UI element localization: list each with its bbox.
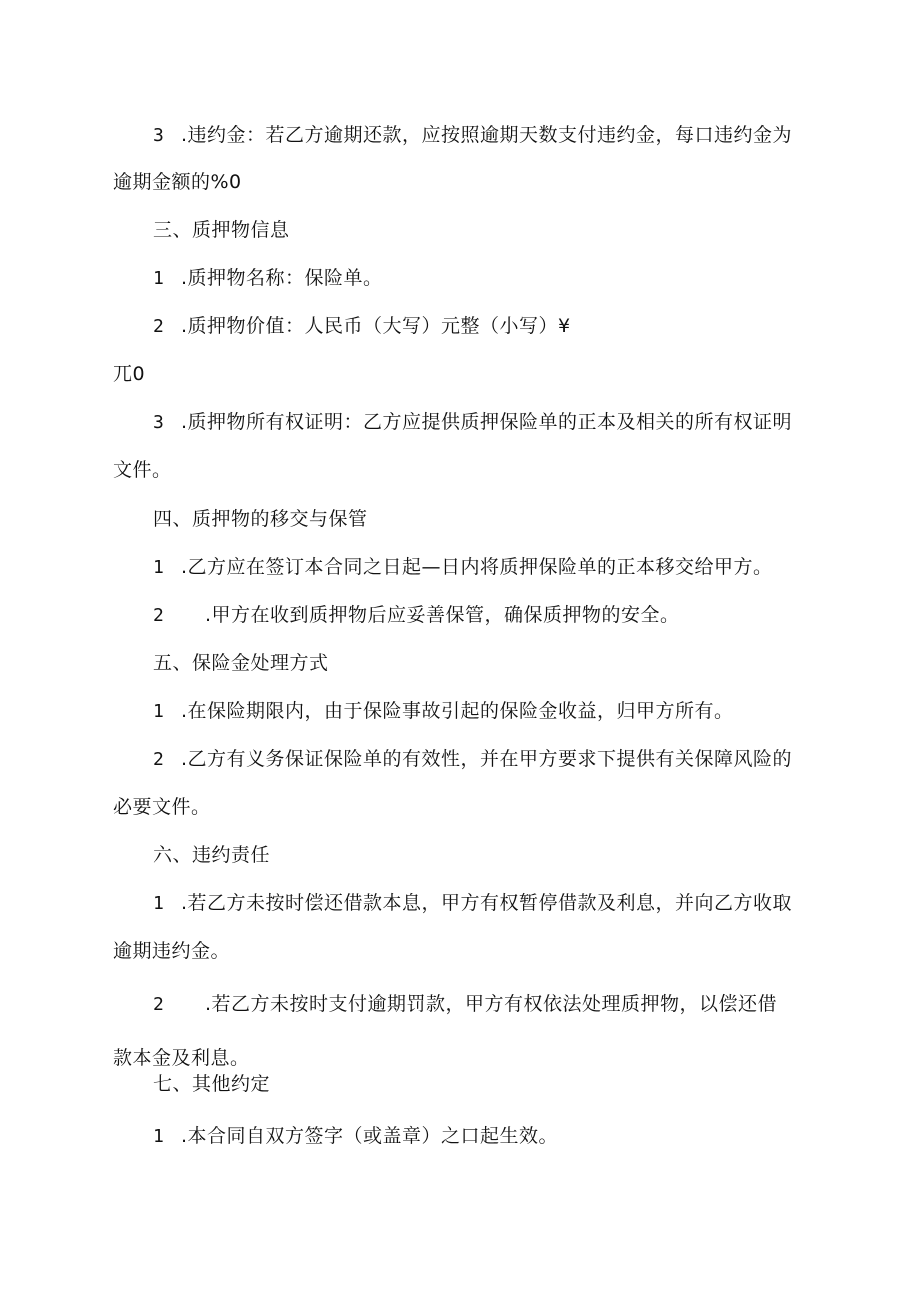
item-number: 2 bbox=[153, 994, 165, 1015]
item-number: 2 bbox=[153, 316, 165, 337]
clause-continuation bbox=[113, 1046, 250, 1070]
item-number: 1 bbox=[153, 893, 165, 914]
clause-item bbox=[153, 992, 777, 1017]
item-number: 1 bbox=[153, 557, 165, 578]
section-heading-4 bbox=[153, 507, 368, 531]
section-title: 四、质押物的移交与保管 bbox=[153, 508, 368, 530]
clause-continuation bbox=[113, 458, 172, 482]
section-title: 三、质押物信息 bbox=[153, 219, 290, 241]
clause-text: 逾期金额的%0 bbox=[113, 171, 242, 193]
item-number: 1 bbox=[153, 701, 165, 722]
clause-text: .违约金：若乙方逾期还款，应按照逾期天数支付违约金，每口违约金为 bbox=[181, 124, 793, 146]
clause-text: 兀0 bbox=[113, 363, 146, 385]
clause-text: 逾期违约金。 bbox=[113, 940, 231, 962]
clause-item bbox=[153, 555, 773, 580]
clause-text: .质押物所有权证明：乙方应提供质押保险单的正本及相关的所有权证明 bbox=[181, 411, 793, 433]
clause-text: .甲方在收到质押物后应妥善保管，确保质押物的安全。 bbox=[205, 604, 680, 626]
clause-continuation bbox=[113, 362, 145, 386]
clause-text: 必要文件。 bbox=[113, 796, 211, 818]
clause-text: .质押物名称：保险单。 bbox=[181, 267, 383, 289]
section-title: 七、其他约定 bbox=[153, 1073, 271, 1095]
clause-item bbox=[153, 891, 792, 916]
clause-continuation bbox=[113, 795, 211, 819]
clause-text: .本合同自双方签字（或盖章）之口起生效。 bbox=[181, 1125, 559, 1147]
clause-continuation bbox=[113, 939, 230, 963]
clause-item bbox=[153, 747, 792, 772]
section-heading-3 bbox=[153, 218, 290, 242]
item-number: 1 bbox=[153, 1126, 165, 1147]
clause-text: 款本金及利息。 bbox=[113, 1047, 250, 1069]
clause-text: 文件。 bbox=[113, 459, 172, 481]
section-title: 六、违约责任 bbox=[153, 844, 271, 866]
section-title: 五、保险金处理方式 bbox=[153, 652, 329, 674]
section-heading-5 bbox=[153, 651, 329, 675]
clause-item bbox=[153, 603, 680, 628]
clause-item bbox=[153, 314, 571, 339]
clause-text: .在保险期限内，由于保险事故引起的保险金收益，归甲方所有。 bbox=[181, 700, 734, 722]
clause-text: .乙方应在签订本合同之日起—日内将质押保险单的正本移交给甲方。 bbox=[181, 556, 773, 578]
clause-item bbox=[153, 1124, 558, 1149]
section-heading-7 bbox=[153, 1072, 270, 1096]
item-number: 2 bbox=[153, 749, 165, 770]
item-number: 3 bbox=[153, 125, 165, 146]
clause-continuation bbox=[113, 170, 242, 194]
item-number: 3 bbox=[153, 412, 165, 433]
clause-3-penalty bbox=[153, 123, 792, 148]
clause-item bbox=[153, 266, 383, 291]
item-number: 2 bbox=[153, 605, 165, 626]
clause-item bbox=[153, 699, 734, 724]
clause-text: .质押物价值：人民币（大写）元整（小写）¥ bbox=[181, 315, 571, 337]
clause-text: .若乙方未按时支付逾期罚款，甲方有权依法处理质押物，以偿还借 bbox=[205, 993, 778, 1015]
clause-text: .乙方有义务保证保险单的有效性，并在甲方要求下提供有关保障风险的 bbox=[181, 748, 793, 770]
section-heading-6 bbox=[153, 843, 270, 867]
clause-item bbox=[153, 410, 792, 435]
clause-text: .若乙方未按时偿还借款本息，甲方有权暂停借款及利息，并向乙方收取 bbox=[181, 892, 793, 914]
item-number: 1 bbox=[153, 268, 165, 289]
